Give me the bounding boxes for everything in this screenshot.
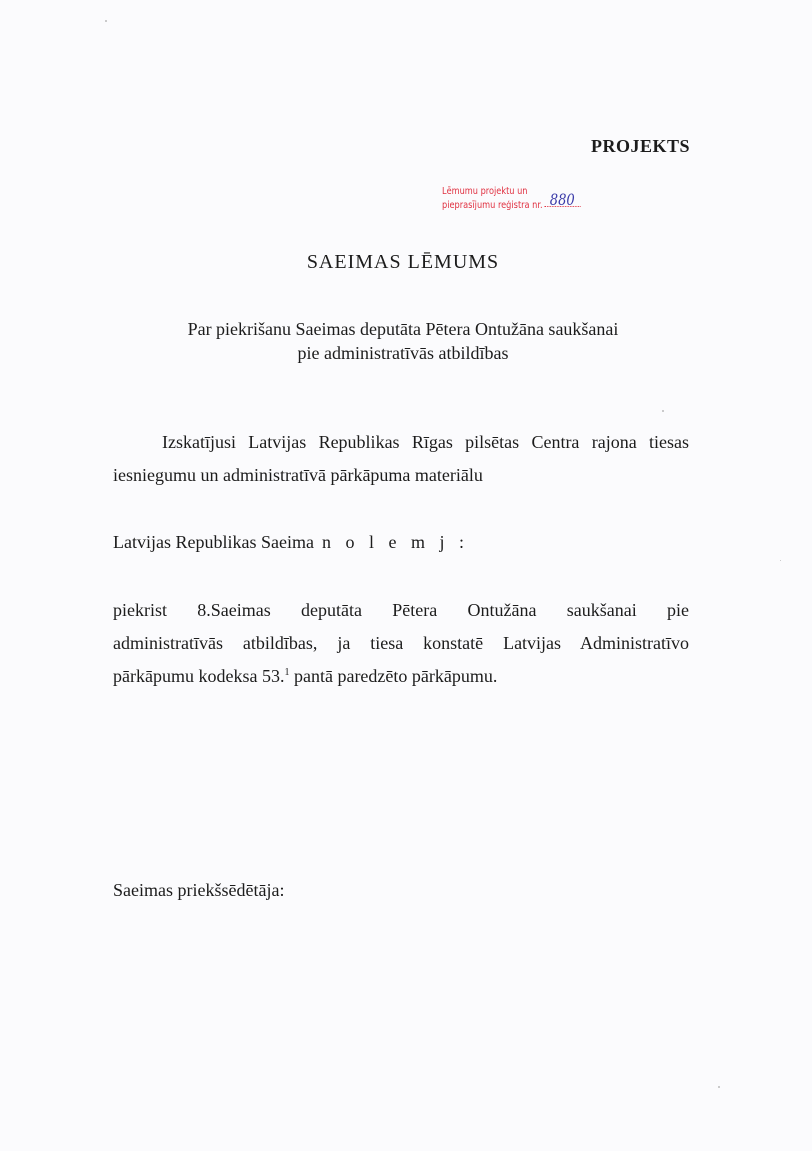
registry-number: 880 (544, 194, 580, 207)
paragraph-decision (113, 526, 689, 559)
document-title: SAEIMAS LĒMUMS (306, 251, 500, 273)
resolution-superscript: 1 (284, 667, 290, 678)
document-subject (0, 317, 806, 365)
scan-speck (780, 560, 781, 561)
subject-line-2: pie administratīvās atbildības (297, 343, 509, 363)
paragraph-resolution (113, 594, 689, 693)
registry-stamp (442, 186, 581, 220)
stamp-line-1: Lēmumu projektu un (442, 186, 528, 197)
signature-label: Saeimas priekšsēdētāja: (113, 880, 285, 900)
resolution-line-3 (113, 660, 689, 693)
subject-line-1: Par piekrišanu Saeimas deputāta Pētera Ontužāna saukšanai (187, 319, 619, 339)
resolution-line-3-b: pantā paredzēto pārkāpumu. (289, 666, 498, 686)
decision-verb: n o l e m j : (321, 532, 469, 552)
resolution-line-2: administratīvās atbildības, ja tiesa konstatē Latvijas Administratīvo (113, 633, 689, 653)
decision-subject: Latvijas Republikas Saeima (113, 532, 314, 552)
resolution-line-1: piekrist 8.Saeimas deputāta Pētera Ontužāna saukšanai pie (113, 600, 689, 620)
paragraph-considered-line-1: Izskatījusi Latvijas Republikas Rīgas pilsētas Centra rajona tiesas (162, 432, 689, 452)
projekts-label: PROJEKTS (590, 136, 690, 156)
scan-speck (105, 20, 107, 22)
scan-speck (662, 410, 664, 412)
paragraph-considered (113, 426, 689, 492)
scan-speck (718, 1086, 720, 1088)
resolution-line-3-a: pārkāpumu kodeksa 53. (113, 666, 285, 686)
stamp-line-2-text: pieprasījumu reģistra nr. (442, 200, 543, 211)
paragraph-considered-line-2: iesniegumu un administratīvā pārkāpuma materiālu (113, 465, 483, 485)
